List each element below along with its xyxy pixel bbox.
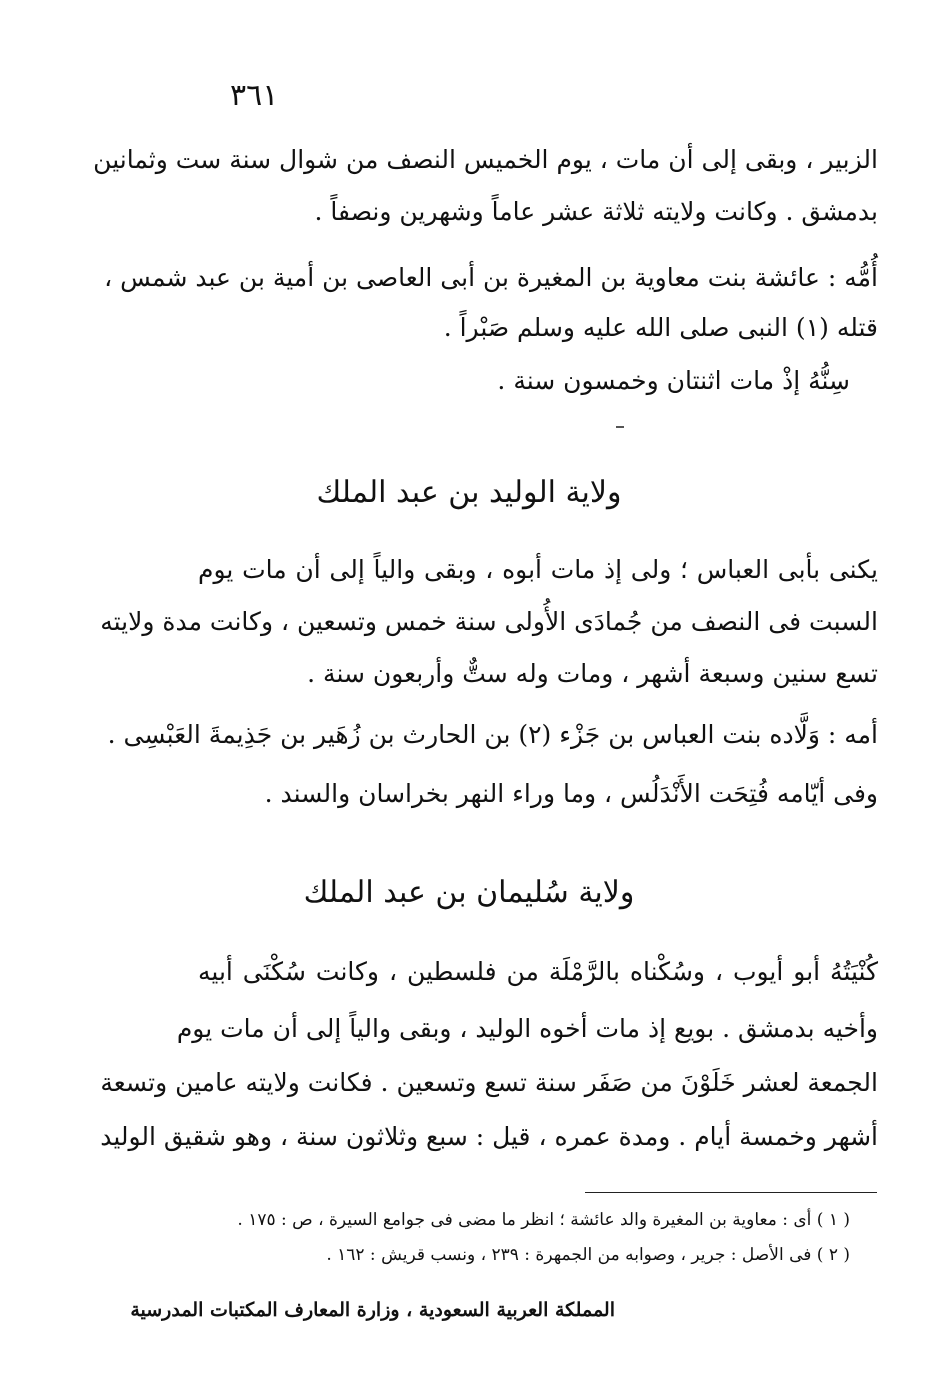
publisher-footer: المملكة العربية السعودية ، وزارة المعارف المكتبات المدرسية xyxy=(130,1299,615,1321)
footnote-divider xyxy=(585,1192,877,1193)
text-line: قتله (١) النبى صلى الله عليه وسلم صَبْراً . xyxy=(443,313,878,342)
text-line: السبت فى النصف من جُمادَى الأُولى سنة خمس وتسعين ، وكانت مدة ولايته xyxy=(100,607,878,636)
text-line: وفى أيّامه فُتِحَت الأَنْدَلُس ، وما وراء النهر بخراسان والسند . xyxy=(264,779,878,808)
text-line: أُمُّه : عائشة بنت معاوية بن المغيرة بن أبى العاصى بن أمية بن عبد شمس ، xyxy=(104,263,878,292)
text-line: تسع سنين وسبعة أشهر ، ومات وله ستٌّ وأربعون سنة . xyxy=(307,659,878,688)
footnote: ( ٢ ) فى الأصل : جرير ، وصوابه من الجمهرة : ٢٣٩ ، ونسب قريش : ١٦٢ . xyxy=(326,1245,850,1265)
text-line: أشهر وخمسة أيام . ومدة عمره ، قيل : سبع وثلاثون سنة ، وهو شقيق الوليد xyxy=(100,1122,878,1151)
text-line: أمه : وَلَّاده بنت العباس بن جَزْء (٢) بن الحارث بن زُهَير بن جَذِيمةَ العَبْسِى . xyxy=(107,720,878,749)
page-number: ٣٦١ xyxy=(230,78,279,113)
section-heading: ولاية سُليمان بن عبد الملك xyxy=(303,875,635,910)
text-line: وأخيه بدمشق . بويع إذ مات أخوه الوليد ، وبقى والياً إلى أن مات يوم xyxy=(176,1014,878,1043)
stray-mark xyxy=(616,426,624,428)
text-line: سِنُّهُ إذْ مات اثنتان وخمسون سنة . xyxy=(497,366,850,395)
footnote: ( ١ ) أى : معاوية بن المغيرة والد عائشة ؛ انظر ما مضى فى جوامع السيرة ، ص : ١٧٥ . xyxy=(237,1210,850,1230)
text-line: يكنى بأبى العباس ؛ ولى إذ مات أبوه ، وبقى والياً إلى أن مات يوم xyxy=(198,555,878,584)
text-line: الجمعة لعشر خَلَوْنَ من صَفَر سنة تسع وتسعين . فكانت ولايته عامين وتسعة xyxy=(100,1068,878,1097)
text-line: بدمشق . وكانت ولايته ثلاثة عشر عاماً وشهرين ونصفاً . xyxy=(314,197,878,226)
text-line: كُنْيَتُهُ أبو أيوب ، وسُكْناه بالرَّمْلَة من فلسطين ، وكانت سُكْنَى أبيه xyxy=(198,957,878,986)
text-line: الزبير ، وبقى إلى أن مات ، يوم الخميس النصف من شوال سنة ست وثمانين xyxy=(93,145,878,174)
section-heading: ولاية الوليد بن عبد الملك xyxy=(316,475,622,510)
